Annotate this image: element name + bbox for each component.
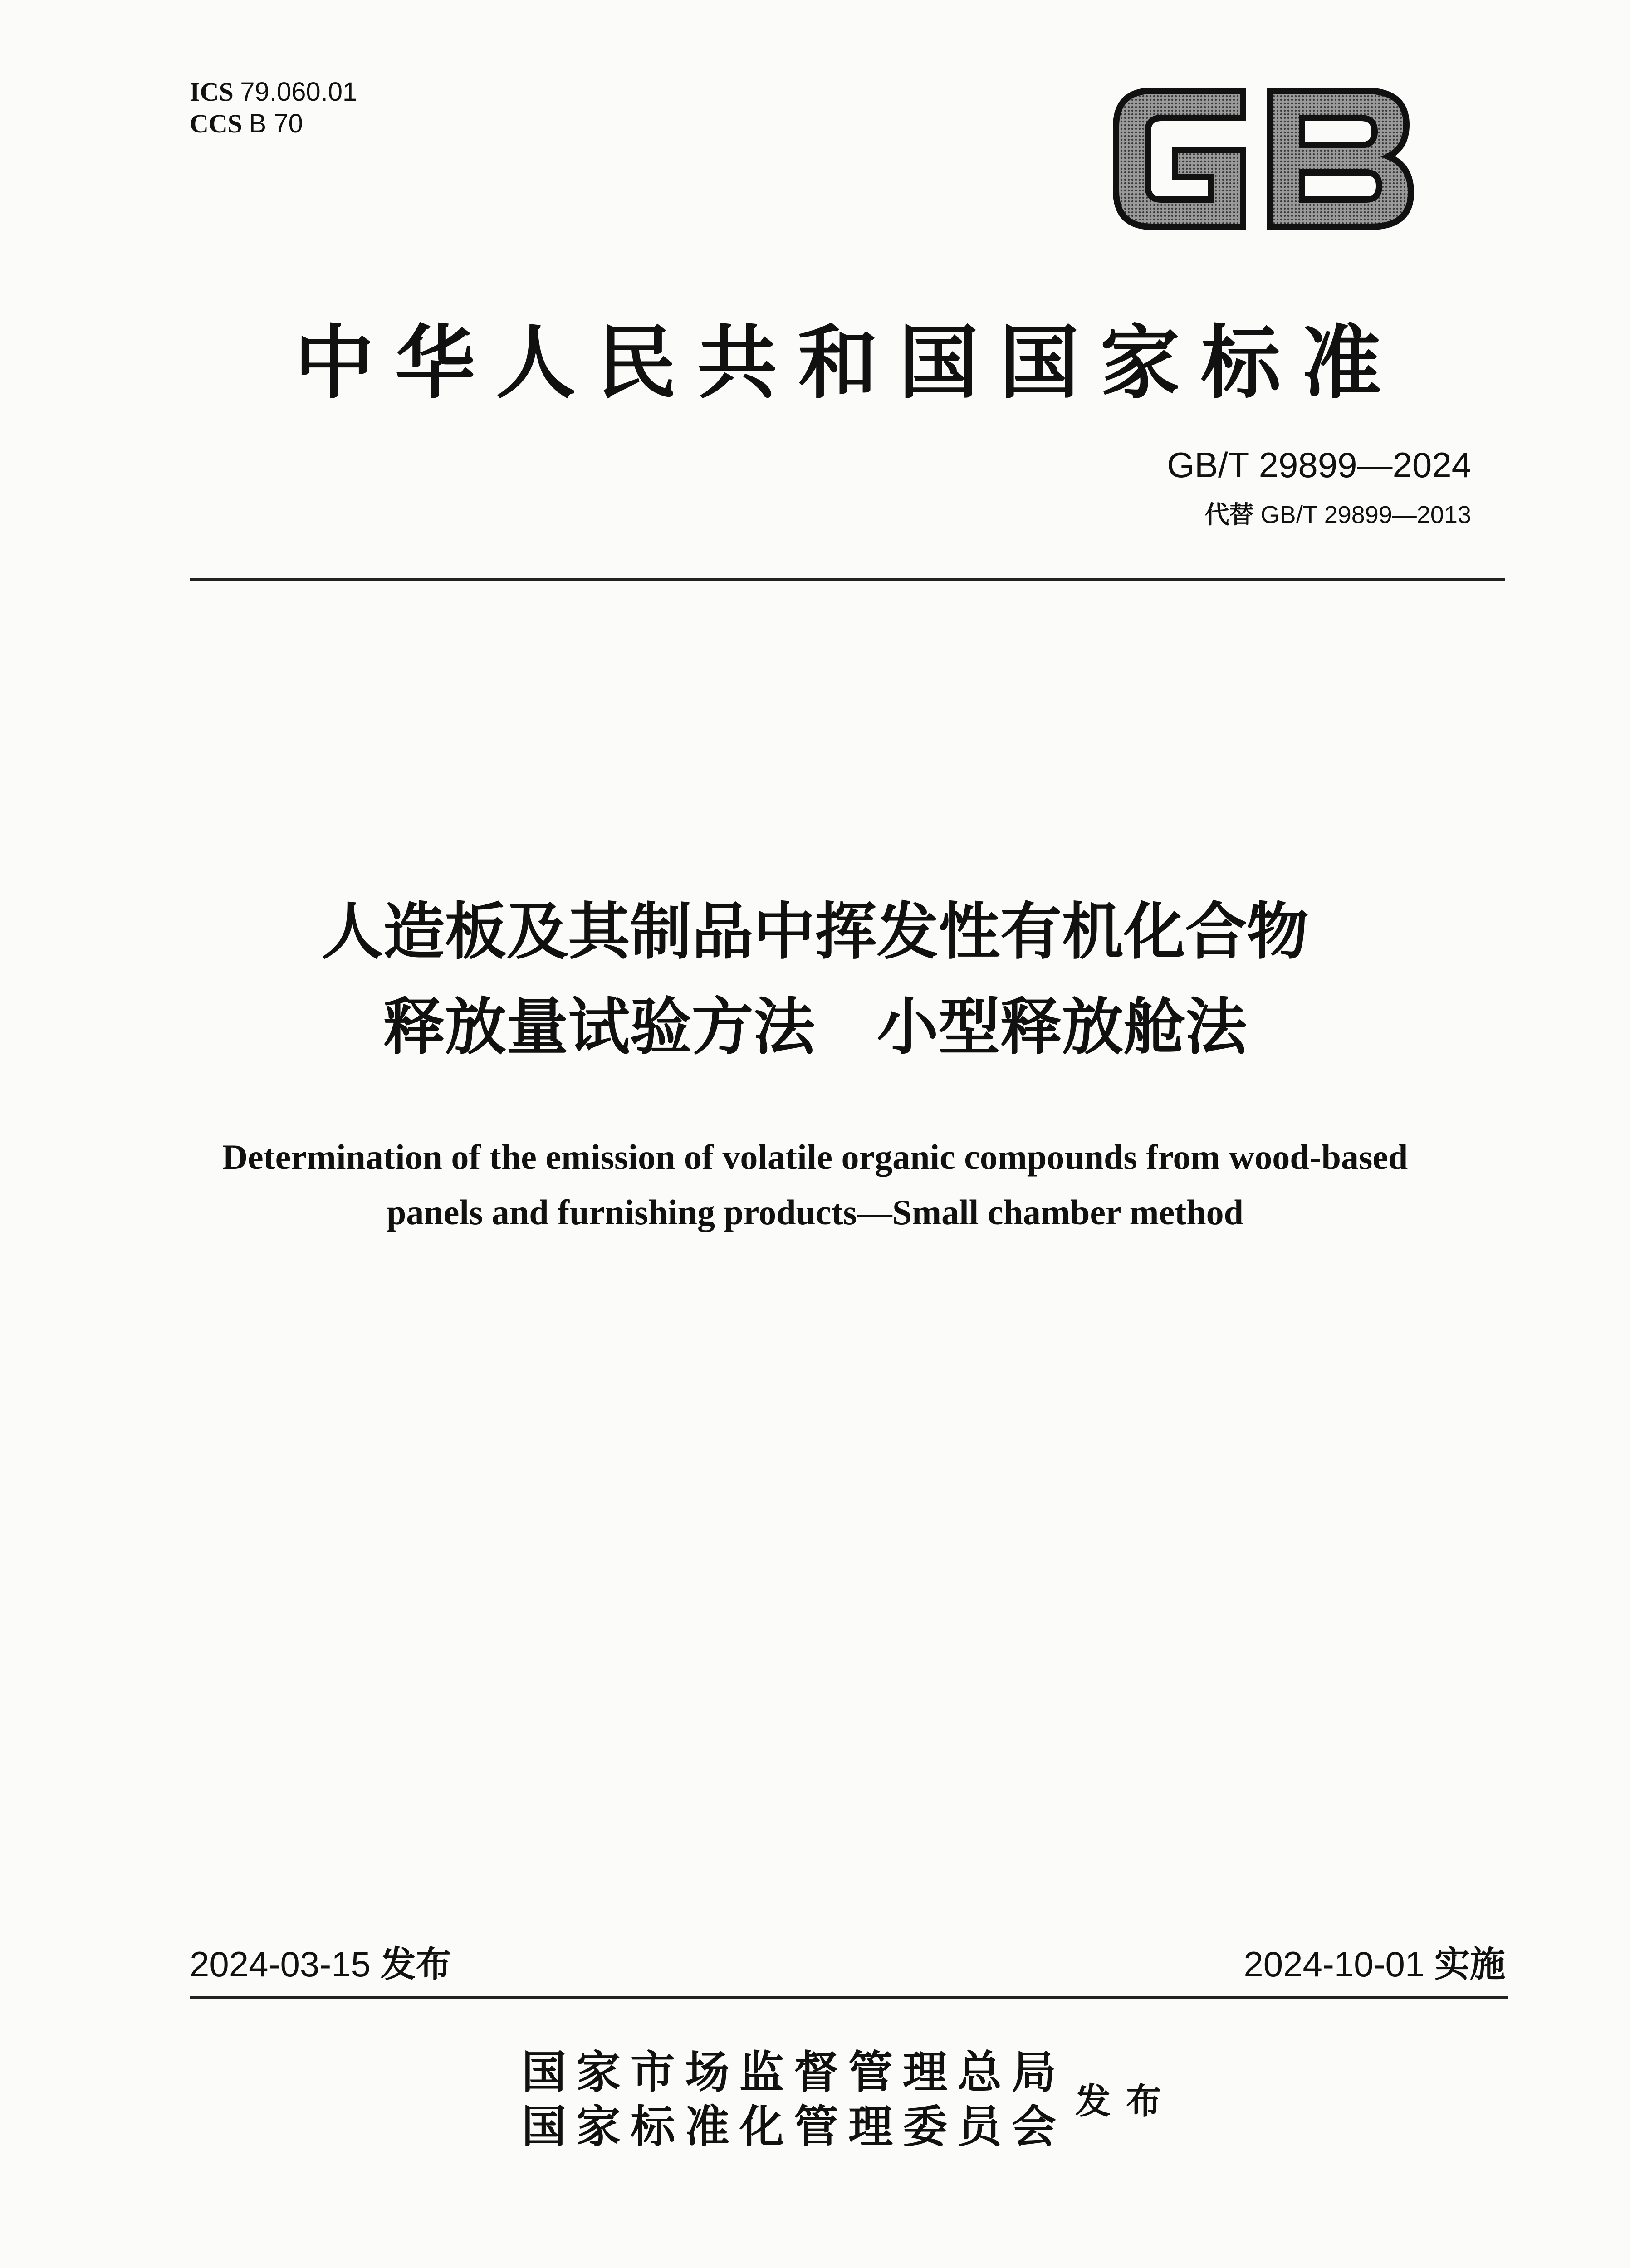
gb-logo [1098, 73, 1424, 245]
title-en-line2: panels and furnishing products—Small chamber method [387, 1193, 1243, 1232]
publish-label: 发布 [1075, 2081, 1177, 2122]
implement-date: 2024-10-01 实施 [1243, 1944, 1505, 1985]
publisher-samr: 国家市场监督管理总局 [522, 2046, 1067, 2098]
national-standard-heading: 中华人民共和国国家标准 [294, 316, 1402, 410]
footer-divider [190, 1996, 1508, 1999]
standard-number: GB/T 29899—2024 [1167, 445, 1471, 485]
title-zh-line1: 人造板及其制品中挥发性有机化合物 [321, 896, 1309, 968]
ics-code: ICS 79.060.01 [190, 77, 357, 107]
issue-date: 2024-03-15 发布 [190, 1944, 451, 1985]
replaces-standard: 代替 GB/T 29899—2013 [1204, 500, 1471, 529]
header-divider [190, 578, 1505, 581]
title-zh-line2: 释放量试验方法 小型释放舱法 [383, 992, 1247, 1063]
ccs-code: CCS B 70 [190, 109, 303, 138]
title-en-line1: Determination of the emission of volatile organic compounds from wood-based [222, 1137, 1408, 1177]
classification-codes [190, 76, 357, 140]
publisher-sac: 国家标准化管理委员会 [522, 2101, 1067, 2153]
